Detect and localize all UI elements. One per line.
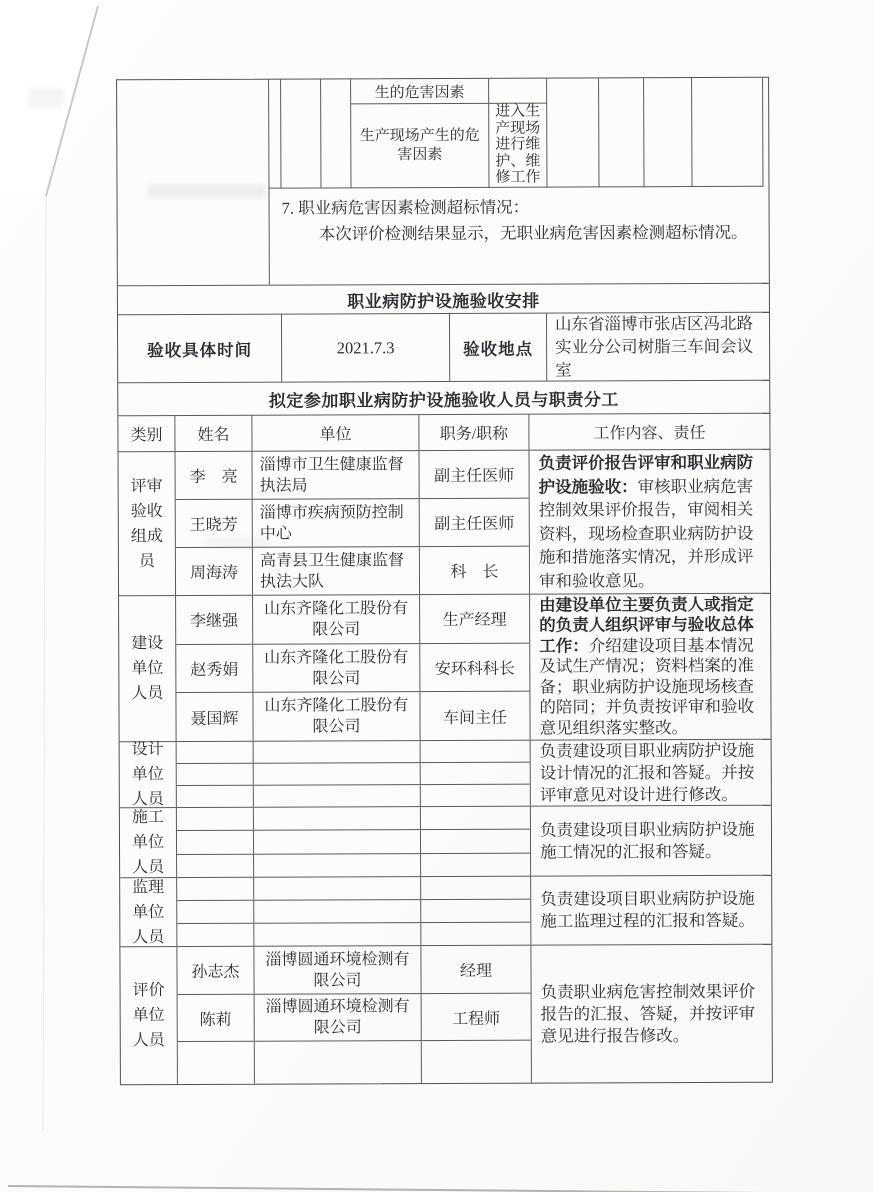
header-category: 类别 (118, 416, 175, 451)
roster-row (176, 451, 529, 500)
person-duty (421, 807, 530, 830)
person-name (177, 901, 254, 923)
person-duty: 安环科科长 (434, 660, 515, 679)
empty-column-cell (644, 78, 692, 187)
person-name: 周海涛 (176, 548, 253, 595)
place-value-cell: 山东省淄博市张店区冯北路实业分公司树脂三车间会议室 (554, 313, 754, 380)
person-unit (255, 1041, 422, 1084)
roster-row (176, 499, 529, 548)
continuation-table-section (117, 78, 769, 285)
person-unit: 山东齐隆化工股份有限公司 (253, 644, 420, 692)
person-name (177, 924, 254, 946)
outer-margin-strip (763, 78, 768, 187)
roster-row (176, 643, 529, 693)
group-work-description (531, 945, 772, 1083)
person-unit (254, 785, 421, 807)
note-7-line-2: 本次评价检测结果显示，无职业病危害因素检测超标情况。 (318, 222, 748, 244)
work-rest: 负责建设项目职业病防护设施施工情况的汇报和答疑。 (539, 819, 755, 862)
person-duty: 副主任医师 (434, 515, 515, 534)
work-rest: 介绍建设项目基本情况及试生产情况；资料档案的准备；职业病防护设施现场核查的陪同；并负责按评审和验收意见组织落实整改。 (539, 635, 755, 738)
person-name (178, 1042, 255, 1084)
site-hazard-cell: 生产现场产生的危害因素 (351, 104, 489, 189)
person-duty (421, 900, 530, 922)
person-name (177, 786, 254, 807)
roster-row-empty (177, 923, 530, 946)
person-name (177, 742, 254, 763)
person-name (177, 808, 254, 831)
arrangement-title: 职业病防护设施验收安排 (118, 283, 769, 314)
work-bold-lead: 由建设单位主要负责人或指定的负责人组织评审与验收总体工作： (539, 594, 754, 656)
roster-group-contractor-unit (120, 805, 771, 877)
person-name: 赵秀娟 (176, 644, 253, 692)
note-7-line-1: 7. 职业病危害因素检测超标情况： (281, 197, 530, 218)
person-unit (254, 877, 421, 900)
roster-row (176, 595, 529, 645)
narrow-cell-empty (321, 79, 351, 188)
left-header-cell-empty (117, 80, 270, 286)
header-name: 姓名 (175, 416, 252, 451)
small-empty-cell (489, 79, 547, 104)
person-name: 李继强 (176, 596, 253, 644)
roster-title: 拟定参加职业病防护设施验收人员与职责分工 (118, 380, 769, 415)
place-label-cell: 验收地点 (450, 314, 547, 381)
time-value-cell: 2021.7.3 (282, 314, 450, 382)
person-duty (421, 853, 530, 876)
group-work-description (530, 594, 771, 740)
person-name: 王晓芳 (176, 500, 253, 547)
work-rest: 负责建设项目职业病防护设施施工监理过程的汇报和答疑。 (540, 888, 755, 931)
person-duty (421, 741, 530, 762)
roster-header-row (118, 413, 769, 451)
person-unit: 淄博市疾病预防控制中心 (253, 499, 420, 547)
group-work-description (531, 740, 771, 806)
person-name (177, 764, 254, 785)
roster-row-empty (177, 763, 530, 786)
roster-row-empty (177, 900, 530, 924)
time-label-cell: 验收具体时间 (118, 315, 282, 383)
roster-row (176, 547, 529, 595)
roster-row-empty (177, 785, 530, 807)
person-duty (421, 830, 530, 853)
roster-row-empty (177, 877, 530, 901)
person-duty: 工程师 (452, 1010, 501, 1028)
person-duty (422, 1041, 531, 1083)
group-work-description (531, 806, 771, 876)
person-name (177, 878, 254, 900)
group-category-label: 监理 单位 人员 (120, 878, 177, 946)
roster-row-empty (177, 741, 530, 764)
roster-group-design-unit (120, 739, 771, 807)
work-rest: 负责职业病危害控制效果评价报告的汇报、答疑，并按评审意见进行报告修改。 (540, 981, 756, 1046)
person-unit: 高青县卫生健康监督执法大队 (253, 547, 420, 595)
roster-row (177, 946, 530, 995)
header-duty: 职务/职称 (419, 415, 529, 450)
roster-group-construction-owner (119, 593, 771, 741)
roster-group-review-committee (118, 449, 770, 595)
person-duty (421, 763, 530, 784)
roster-group-supervision-unit (120, 875, 771, 946)
person-name: 陈莉 (178, 995, 255, 1041)
note-7-region (269, 187, 768, 285)
person-name: 李 亮 (176, 452, 253, 499)
document-table (116, 77, 773, 1085)
group-category-label: 建设 单位 人员 (119, 596, 177, 741)
empty-column-cell (599, 78, 644, 187)
work-bold-lead: 负责评价报告评审和职业病防护设施验收： (538, 452, 754, 497)
work-rest: 负责建设项目职业病防护设施设计情况的汇报和答疑。并按评审意见对设计进行修改。 (539, 740, 755, 805)
roster-row (176, 692, 529, 741)
roster-group-evaluation-unit (120, 944, 772, 1084)
group-category-label: 设计 单位 人员 (120, 742, 177, 807)
roster-row-empty (178, 1041, 531, 1084)
person-duty: 副主任医师 (434, 467, 515, 486)
roster-row-empty (177, 807, 530, 832)
person-duty: 科 长 (450, 563, 499, 581)
group-category-label: 施工 单位 人员 (120, 808, 177, 877)
empty-column-cell (547, 78, 599, 187)
person-unit (254, 830, 421, 853)
group-category-label: 评审 验收 组成 员 (119, 452, 177, 595)
person-unit (254, 807, 421, 830)
person-unit (254, 900, 421, 923)
site-action-cell: 进入生产现场进行维护、维修工作 (489, 104, 547, 188)
person-unit (254, 763, 421, 785)
roster-row (178, 994, 531, 1042)
person-duty: 车间主任 (442, 709, 508, 727)
person-duty: 生产经理 (442, 612, 507, 630)
work-rest: 审核职业病危害控制效果评价报告，审阅相关资料，现场检查职业病防护设施和措施落实情况，并形成评审和验收意见。 (538, 476, 754, 591)
person-duty (421, 785, 530, 806)
narrow-cell-empty (269, 80, 281, 189)
person-name (177, 831, 254, 854)
person-unit: 山东齐隆化工股份有限公司 (253, 692, 420, 740)
person-unit: 淄博圆通环境检测有限公司 (254, 946, 421, 994)
header-unit: 单位 (252, 415, 419, 451)
person-name (177, 854, 254, 877)
person-unit: 淄博圆通环境检测有限公司 (255, 994, 422, 1041)
person-unit: 山东齐隆化工股份有限公司 (253, 595, 420, 643)
roster-row-empty (177, 853, 530, 877)
empty-column-cell (692, 78, 763, 187)
group-category-label: 评价 单位 人员 (120, 947, 178, 1084)
header-work: 工作内容、责任 (593, 424, 706, 443)
person-duty (421, 923, 530, 945)
partial-hazard-cell: 生的危害因素 (351, 79, 489, 105)
person-duty (421, 877, 530, 899)
person-name: 孙志杰 (177, 947, 254, 994)
group-work-description (530, 450, 771, 594)
person-unit (254, 741, 421, 763)
group-work-description (531, 876, 771, 945)
person-unit: 淄博市卫生健康监督执法局 (253, 451, 420, 499)
narrow-cell-empty (281, 79, 321, 188)
person-duty: 经理 (459, 962, 493, 980)
person-name: 聂国辉 (176, 693, 253, 741)
time-place-row (118, 312, 769, 382)
person-unit (254, 923, 421, 946)
person-unit (254, 854, 421, 877)
roster-row-empty (177, 830, 530, 855)
